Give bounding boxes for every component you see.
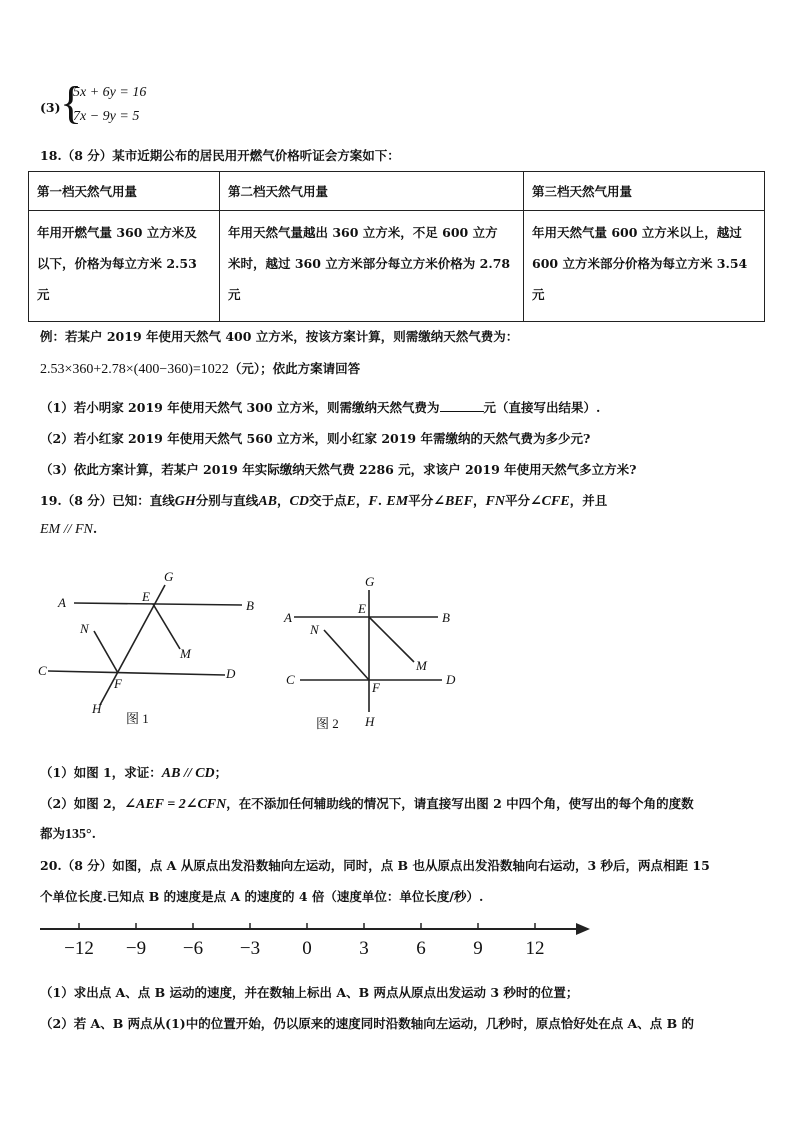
fig2-label-f: F xyxy=(372,680,380,695)
number-line xyxy=(30,915,610,961)
ray-fn xyxy=(94,631,118,673)
fig1-label-b: B xyxy=(246,598,254,613)
equation-2: 7x − 9y = 5 xyxy=(73,109,140,124)
fig1-label-f: F xyxy=(114,676,122,691)
number-line-tick-label: −12 xyxy=(64,938,94,959)
left-brace-icon: { xyxy=(60,77,83,128)
fig1-label-m: M xyxy=(180,646,191,661)
fig2-label-g: G xyxy=(365,574,375,589)
q18-example: 例：若某户 2019 年使用天然气 400 立方米，按该方案计算，则需缴纳天然气费为： xyxy=(40,329,519,344)
header-tier-3: 第三档天然气用量 xyxy=(524,172,765,211)
ray-em xyxy=(153,604,180,649)
number-line-tick-label: 9 xyxy=(473,938,483,959)
number-line-tick-label: −9 xyxy=(125,938,147,959)
fig2-label-m: M xyxy=(416,658,427,673)
number-line-tick-label: −3 xyxy=(239,938,261,959)
fig1-label-e: E xyxy=(142,589,150,604)
q18-part-2: （2）若小红家 2019 年使用天然气 560 立方米，则小红家 2019 年需缴纳的天然气费为多少元? xyxy=(40,431,591,446)
line-ab xyxy=(74,603,242,605)
q19-part-2: （2）如图 2，∠AEF = 2∠CFN，在不添加任何辅助线的情况下，请直接写出图 2 中四个角，使写出的每个角的度数 xyxy=(40,796,694,812)
fig2-label-n: N xyxy=(310,622,319,637)
cell-tier-3: 年用天然气量 600 立方米以上，越过 600 立方米部分价格为每立方米 3.54 元 xyxy=(524,211,765,322)
q18-stem: 18.（8 分）某市近期公布的居民用开燃气价格听证会方案如下： xyxy=(40,148,400,163)
ray-fn xyxy=(324,630,369,680)
fig2-label-b: B xyxy=(442,610,450,625)
number-line-tick-label: 6 xyxy=(416,938,426,959)
cell-tier-1: 年用开燃气量 360 立方米及 以下，价格为每立方米 2.53 元 xyxy=(29,211,220,322)
q18-formula-line xyxy=(40,359,360,378)
price-table xyxy=(28,171,765,322)
q18-part-1: （1）若小明家 2019 年使用天然气 300 立方米，则需缴纳天然气费为 元（直接写出结果）. xyxy=(40,400,601,415)
fig1-caption: 图 1 xyxy=(126,711,149,726)
number-line-tick-label: 12 xyxy=(525,938,545,959)
q17-3-label: (3) xyxy=(40,100,61,115)
ray-em xyxy=(369,617,414,662)
number-line-tick-label: −6 xyxy=(182,938,204,959)
fig1-label-n: N xyxy=(80,621,89,636)
q19-part-1: （1）如图 1，求证：AB // CD； xyxy=(40,765,228,781)
figure-2 xyxy=(280,570,470,738)
q20-part-2: （2）若 A、B 两点从(1)中的位置开始，仍以原来的速度同时沿数轴向左运动，几秒时，原点恰好处在点 A、点 B 的 xyxy=(40,1016,695,1031)
q20-part-1: （1）求出点 A、点 B 运动的速度，并在数轴上标出 A、B 两点从原点出发运动 3 秒时的位置； xyxy=(40,985,579,1000)
fig1-label-d: D xyxy=(226,666,236,681)
fig2-label-e: E xyxy=(358,601,366,616)
number-line-tick-label: 3 xyxy=(359,938,369,959)
q18-formula-tail: （元）；依此方案请回答 xyxy=(228,361,361,376)
fig1-label-g: G xyxy=(164,569,174,584)
q19-parallel: EM // FN xyxy=(40,522,93,537)
equation-1: 5x + 6y = 16 xyxy=(73,85,147,100)
fig2-label-d: D xyxy=(446,672,456,687)
q19-parallel-line: EM // FN. xyxy=(40,521,98,537)
fig2-label-h: H xyxy=(365,714,375,729)
figure-1 xyxy=(30,565,270,735)
line-cd xyxy=(48,671,225,675)
cell-tier-2: 年用天然气量越出 360 立方米，不足 600 立方 米时，越过 360 立方米部分每立方米价格为 2.78 元 xyxy=(220,211,524,322)
fig1-label-c: C xyxy=(38,663,47,678)
q18-formula: 2.53×360+2.78×(400−360)=1022 xyxy=(40,362,229,377)
q20-stem-line-2: 个单位长度.已知点 B 的速度是点 A 的速度的 4 倍（速度单位：单位长度/秒）. xyxy=(40,889,484,904)
number-line-tick-label: 0 xyxy=(302,938,312,959)
header-tier-1: 第一档天然气用量 xyxy=(29,172,220,211)
q19-part-2-cont: 都为135°. xyxy=(40,826,96,842)
q18-part-3: （3）依此方案计算，若某户 2019 年实际缴纳天然气费 2286 元，求该户 2019 年使用天然气多立方米? xyxy=(40,462,637,477)
number-line-arrow-icon xyxy=(576,923,590,935)
q19-stem: 19.（8 分）已知：直线GH分别与直线AB，CD交于点E，F. EM平分∠BEF，FN平分∠CFE，并且 xyxy=(40,493,608,509)
fig2-caption: 图 2 xyxy=(316,716,339,731)
fig2-label-a: A xyxy=(284,610,292,625)
header-tier-2: 第二档天然气用量 xyxy=(220,172,524,211)
fig1-label-a: A xyxy=(58,595,66,610)
fig1-label-h: H xyxy=(92,701,102,716)
q20-stem-line-1: 20.（8 分）如图，点 A 从原点出发沿数轴向左运动，同时，点 B 也从原点出发沿数轴向右运动，3 秒后，两点相距 15 xyxy=(40,858,710,873)
answer-blank[interactable] xyxy=(440,399,484,412)
fig2-label-c: C xyxy=(286,672,295,687)
